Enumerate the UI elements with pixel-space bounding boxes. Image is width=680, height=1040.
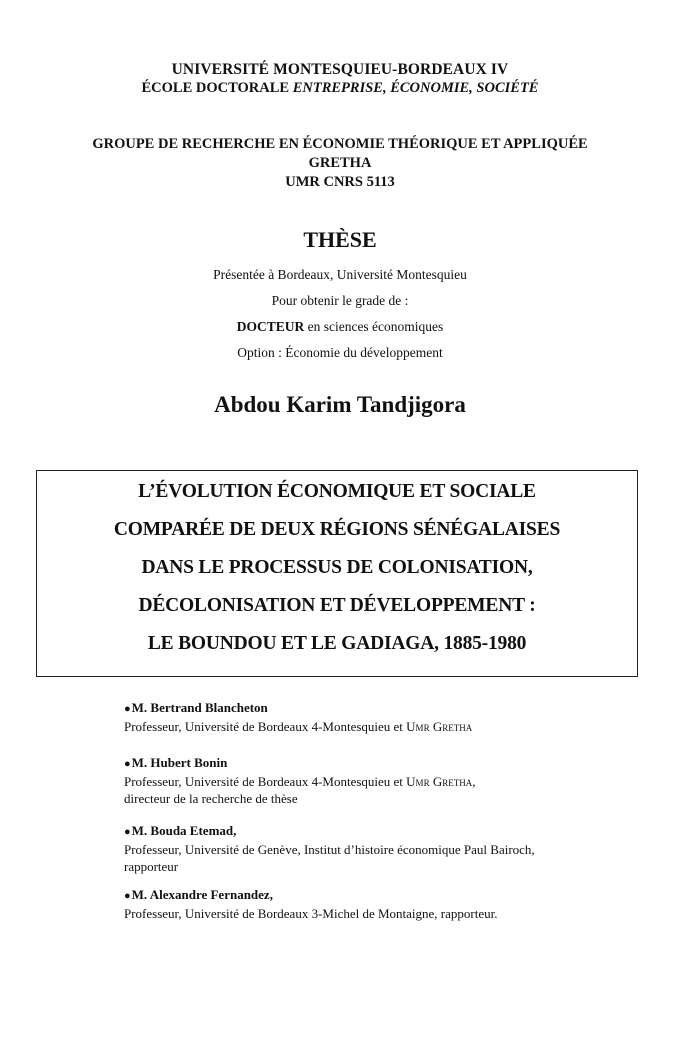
thesis-title-box <box>36 470 638 677</box>
thesis-title-line: DANS LE PROCESSUS DE COLONISATION, <box>141 557 533 578</box>
jury-name-text: M. Hubert Bonin <box>131 755 228 770</box>
bullet-icon: ● <box>124 758 131 770</box>
jury-name-text: M. Alexandre Fernandez, <box>131 887 273 902</box>
umr-code: UMR CNRS 5113 <box>285 174 395 190</box>
grade-intro: Pour obtenir le grade de : <box>271 293 409 308</box>
option: Option : Économie du développement <box>237 345 443 360</box>
jury-member-role-line: Professeur, Université de Bordeaux 3-Michel de Montaigne, rapporteur. <box>124 906 498 921</box>
jury-member-role-line: rapporteur <box>124 859 179 874</box>
jury-member-name <box>124 699 664 718</box>
jury-member-name <box>124 886 664 905</box>
jury-member <box>124 822 664 875</box>
jury-member-role-line: directeur de la recherche de thèse <box>124 791 298 806</box>
research-group: GROUPE DE RECHERCHE EN ÉCONOMIE THÉORIQUE ET APPLIQUÉE <box>92 136 588 152</box>
bullet-icon: ● <box>124 890 131 902</box>
jury-member <box>124 886 664 922</box>
jury-member-role-line: Professeur, Université de Genève, Institut d’histoire économique Paul Bairoch, <box>124 842 535 857</box>
bullet-icon: ● <box>124 703 131 715</box>
thesis-title-line: COMPARÉE DE DEUX RÉGIONS SÉNÉGALAISES <box>113 519 561 540</box>
document-type-title: THÈSE <box>303 227 377 252</box>
jury-member <box>124 699 664 735</box>
umr-gretha-smallcaps: Umr Gretha <box>406 719 473 734</box>
umr-gretha-smallcaps: Umr Gretha <box>406 774 473 789</box>
bullet-icon: ● <box>124 826 131 838</box>
degree-bold: DOCTEUR <box>236 319 305 334</box>
degree <box>0 319 680 335</box>
jury-name-text: M. Bouda Etemad, <box>131 823 237 838</box>
university-name: UNIVERSITÉ MONTESQUIEU-BORDEAUX IV <box>171 61 509 78</box>
doctoral-school-name: ENTREPRISE, ÉCONOMIE, SOCIÉTÉ <box>292 80 539 96</box>
jury-member-name <box>124 822 664 841</box>
research-group-acronym: GRETHA <box>308 155 372 171</box>
thesis-title-line: DÉCOLONISATION ET DÉVELOPPEMENT : <box>138 595 536 616</box>
degree-field: en sciences économiques <box>304 319 444 334</box>
jury-member <box>124 754 664 807</box>
jury-member-role: Professeur, Université de Bordeaux 4-Montesquieu et Umr Gretha, <box>124 774 476 789</box>
author-name: Abdou Karim Tandjigora <box>214 392 466 417</box>
thesis-title-line: LE BOUNDOU ET LE GADIAGA, 1885-1980 <box>147 633 527 654</box>
jury-member-name <box>124 754 664 773</box>
thesis-title-line: L’ÉVOLUTION ÉCONOMIQUE ET SOCIALE <box>138 481 536 502</box>
jury-member-role: Professeur, Université de Bordeaux 4-Montesquieu et Umr Gretha <box>124 719 473 734</box>
doctoral-school-prefix: ÉCOLE DOCTORALE <box>141 80 293 96</box>
jury-name-text: M. Bertrand Blancheton <box>131 700 268 715</box>
doctoral-school <box>0 80 680 97</box>
presented-at: Présentée à Bordeaux, Université Montesquieu <box>213 267 467 282</box>
